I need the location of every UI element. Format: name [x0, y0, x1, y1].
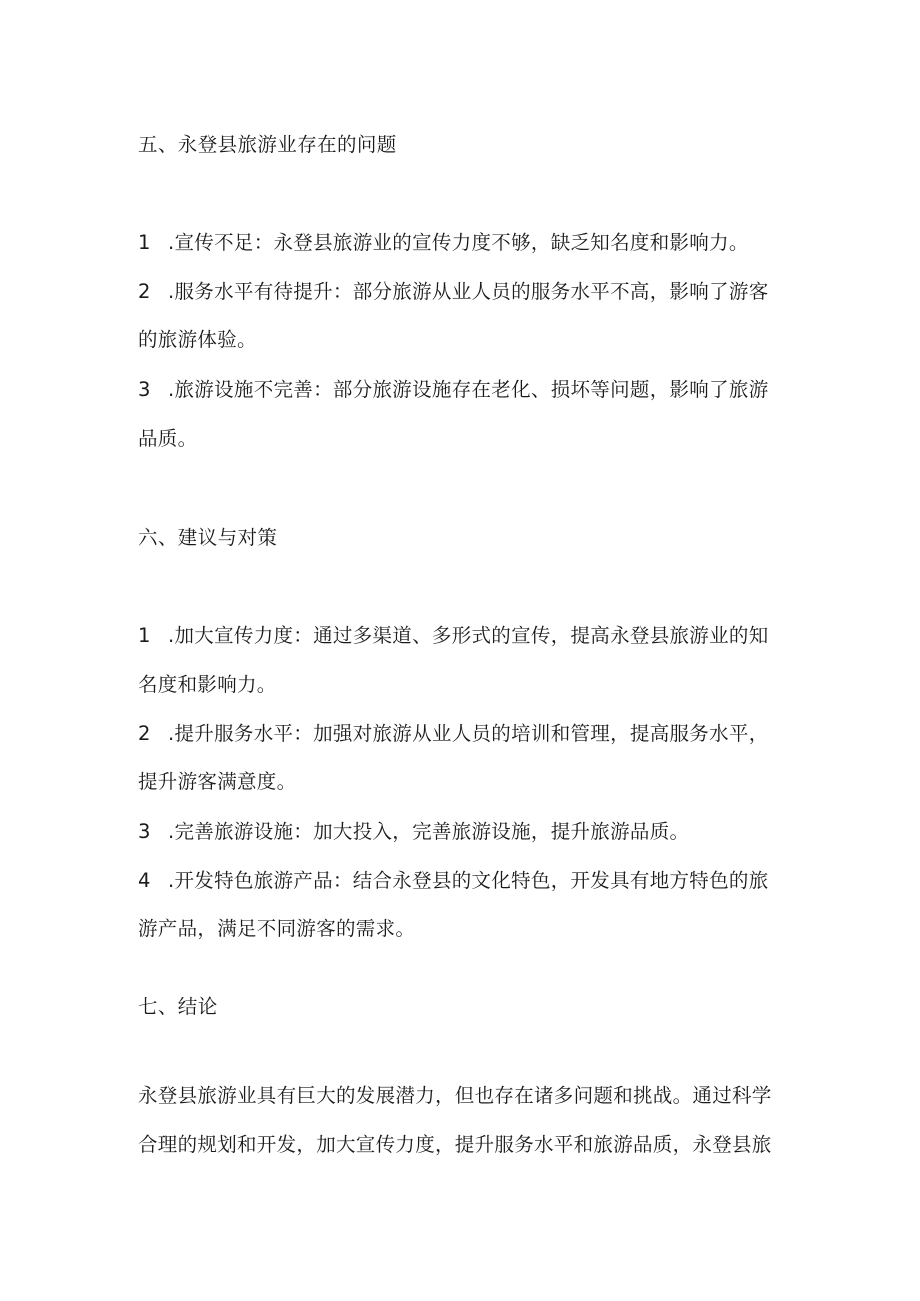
item-text: .完善旅游设施：加大投入，完善旅游设施，提升旅游品质。	[168, 820, 690, 843]
item-number: 2	[138, 722, 151, 745]
list-item	[138, 820, 798, 844]
item-text: .服务水平有待提升：部分旅游从业人员的服务水平不高，影响了游客	[168, 280, 769, 303]
item-number: 1	[138, 231, 151, 254]
list-item	[138, 624, 798, 648]
item-text-continuation: 的旅游体验。	[138, 328, 257, 351]
item-text-continuation: 提升游客满意度。	[138, 770, 297, 793]
list-item	[138, 231, 798, 255]
item-number: 3	[138, 820, 151, 843]
item-text: .加大宣传力度：通过多渠道、多形式的宣传，提高永登县旅游业的知	[168, 624, 769, 647]
paragraph-line: 永登县旅游业具有巨大的发展潜力，但也存在诸多问题和挑战。通过科学	[138, 1084, 772, 1107]
item-text: .开发特色旅游产品：结合永登县的文化特色，开发具有地方特色的旅	[168, 869, 769, 892]
paragraph-line: 合理的规划和开发，加大宣传力度，提升服务水平和旅游品质，永登县旅	[138, 1133, 772, 1156]
item-text-continuation: 游产品，满足不同游客的需求。	[138, 917, 416, 940]
item-number: 3	[138, 378, 151, 401]
list-item	[138, 869, 798, 893]
list-item	[138, 722, 798, 746]
item-text-continuation: 名度和影响力。	[138, 673, 277, 696]
list-item	[138, 378, 798, 402]
item-number: 4	[138, 869, 151, 892]
item-text: .提升服务水平：加强对旅游从业人员的培训和管理，提高服务水平，	[168, 722, 769, 745]
item-number: 2	[138, 280, 151, 303]
section-heading-6: 六、建议与对策	[138, 526, 278, 549]
section-heading-5: 五、永登县旅游业存在的问题	[138, 133, 397, 156]
list-item	[138, 280, 798, 304]
item-text: .旅游设施不完善：部分旅游设施存在老化、损坏等问题，影响了旅游	[168, 378, 769, 401]
item-text-continuation: 品质。	[138, 427, 198, 450]
item-number: 1	[138, 624, 151, 647]
item-text: .宣传不足：永登县旅游业的宣传力度不够，缺乏知名度和影响力。	[168, 231, 749, 254]
section-heading-7: 七、结论	[138, 995, 218, 1018]
